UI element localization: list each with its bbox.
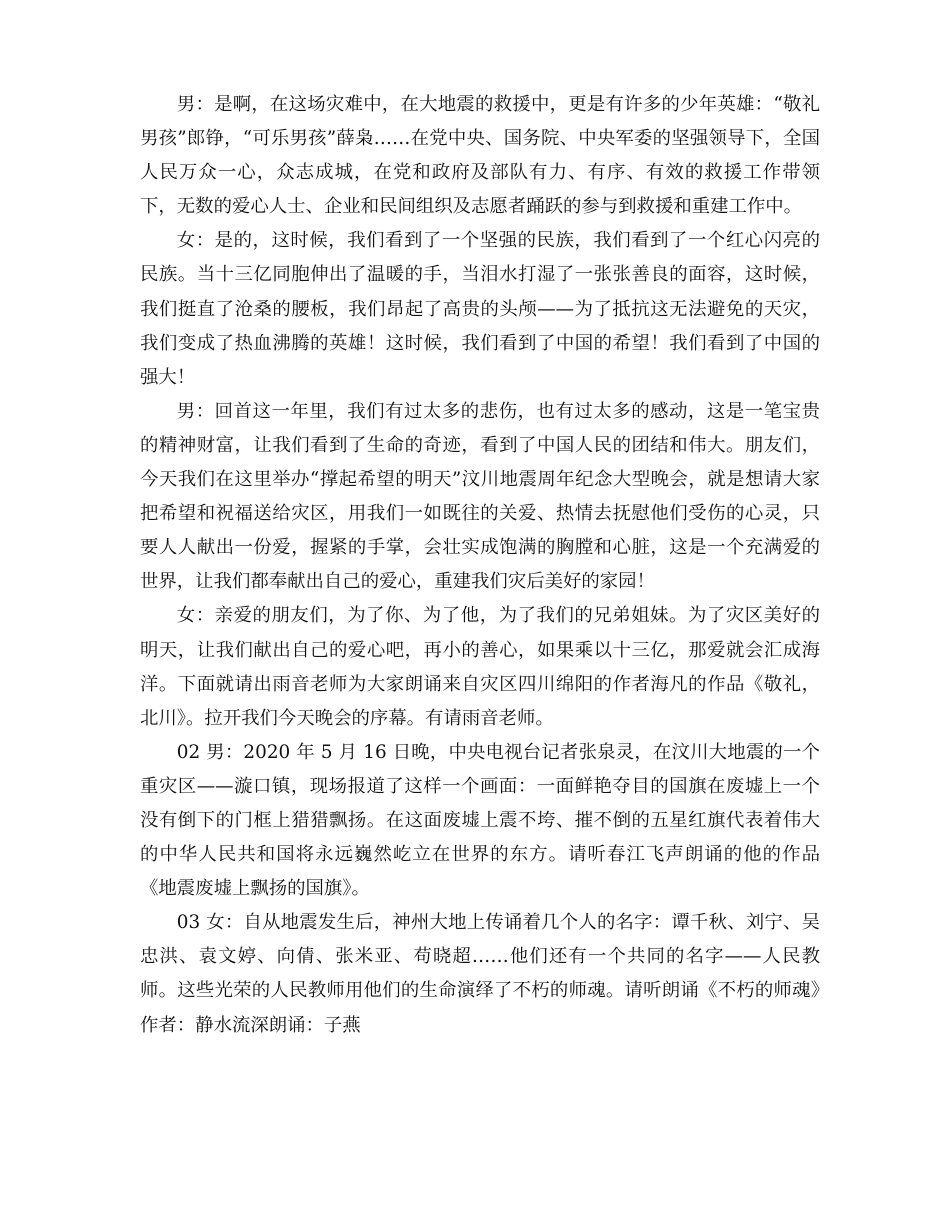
paragraph-male-heroes: 男：是啊，在这场灾难中，在大地震的救援中，更是有许多的少年英雄：“敬礼男孩”郎铮，“可乐男孩”薛枭……在党中央、国务院、中央军委的坚强领导下，全国人民万众一心，众志成城，在党和政府及部队有力、有序、有效的救援工作带领下，无数的爱心人士、企业和民间组织及志愿者踊跃的参与到救援和重建工作中。 <box>140 94 820 218</box>
paragraph-male-anniversary: 男：回首这一年里，我们有过太多的悲伤，也有过太多的感动，这是一笔宝贵的精神财富，让我们看到了生命的奇迹，看到了中国人民的团结和伟大。朋友们，今天我们在这里举办“撑起希望的明天”汶川地震周年纪念大型晚会，就是想请大家把希望和祝福送给灾区，用我们一如既往的关爱、热情去抚慰他们受伤的心灵，只要人人献出一份爱，握紧的手掌，会壮实成饱满的胸膛和心脏，这是一个充满爱的世界，让我们都奉献出自己的爱心，重建我们灾后美好的家园！ <box>140 400 820 593</box>
paragraph-03-teachers: 03 女：自从地震发生后，神州大地上传诵着几个人的名字：谭千秋、刘宁、吴忠洪、袁文婷、向倩、张米亚、苟晓超……他们还有一个共同的名字——人民教师。这些光荣的人民教师用他们的生命演绎了不朽的师魂。请听朗诵《不朽的师魂》作者：静水流深朗诵：子燕 <box>140 912 820 1036</box>
paragraph-02-flag: 02 男：2020 年 5 月 16 日晚，中央电视台记者张泉灵，在汶川大地震的一个重灾区——漩口镇，现场报道了这样一个画面：一面鲜艳夺目的国旗在废墟上一个没有倒下的门框上猎猎飘扬。在这面废墟上震不垮、摧不倒的五星红旗代表着伟大的中华人民共和国将永远巍然屹立在世界的东方。请听春江飞声朗诵的他的作品《地震废墟上飘扬的国旗》。 <box>140 741 820 900</box>
paragraph-female-invitation: 女：亲爱的朋友们，为了你、为了他，为了我们的兄弟姐妹。为了灾区美好的明天，让我们献出自己的爱心吧，再小的善心，如果乘以十三亿，那爱就会汇成海洋。下面就请出雨音老师为大家朗诵来自灾区四川绵阳的作者海凡的作品《敬礼，北川》。拉开我们今天晚会的序幕。有请雨音老师。 <box>140 605 820 729</box>
document-body <box>140 88 820 1043</box>
paragraph-female-strong-nation: 女：是的，这时候，我们看到了一个坚强的民族，我们看到了一个红心闪亮的民族。当十三亿同胞伸出了温暖的手，当泪水打湿了一张张善良的面容，这时候，我们挺直了沧桑的腰板，我们昂起了高贵的头颅——为了抵抗这无法避免的天灾，我们变成了热血沸腾的英雄！这时候，我们看到了中国的希望！我们看到了中国的强大！ <box>140 230 820 388</box>
